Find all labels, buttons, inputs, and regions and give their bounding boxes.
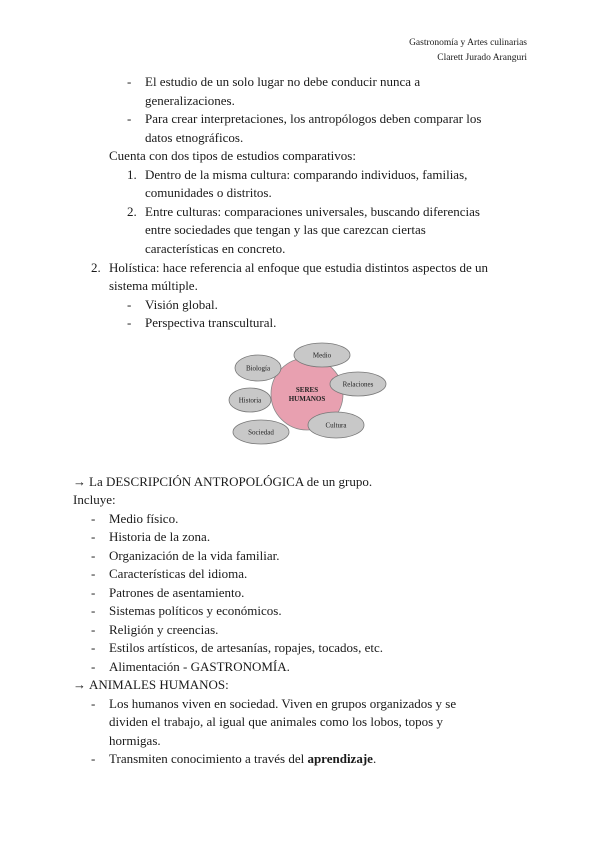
svg-text:Sociedad: Sociedad [248, 428, 274, 437]
dash-marker: - [91, 529, 96, 544]
dash-marker: - [127, 111, 132, 126]
page-header [409, 36, 527, 66]
list-item: Alimentación - GASTRONOMÍA. [109, 659, 290, 674]
list-item: Organización de la vida familiar. [109, 548, 280, 563]
bullet-text: Perspectiva transcultural. [145, 315, 277, 330]
dash-marker: - [91, 511, 96, 526]
list-text: comunidades o distritos. [145, 185, 272, 200]
comparative-intro: Cuenta con dos tipos de estudios comparativos: [109, 148, 356, 163]
dash-marker: - [127, 297, 132, 312]
dash-marker: - [127, 315, 132, 330]
center-label: SERES [295, 386, 319, 394]
dash-marker: - [91, 548, 96, 563]
svg-text:Historia: Historia [238, 396, 262, 405]
arrow-marker: → [73, 677, 86, 692]
svg-text:Cultura: Cultura [325, 421, 347, 430]
holistic-text: sistema múltiple. [109, 278, 198, 293]
bubble-cultura [308, 412, 364, 438]
holistic-text: Holística: hace referencia al enfoque que estudia distintos aspectos de un [109, 260, 489, 275]
number-marker: 2. [127, 204, 137, 219]
bubble-historia [229, 388, 271, 412]
animals-learning-text: Transmiten conocimiento a través del aprendizaje. [109, 751, 377, 766]
course-title: Gastronomía y Artes culinarias [409, 38, 527, 48]
bullet-text: El estudio de un solo lugar no debe conducir nunca a [145, 74, 421, 89]
list-text: características en concreto. [145, 241, 286, 256]
includes-label: Incluye: [73, 492, 116, 507]
bullet-text: generalizaciones. [145, 93, 235, 108]
list-item: Medio físico. [109, 511, 179, 526]
bold-keyword: aprendizaje [307, 751, 373, 766]
dash-marker: - [91, 659, 96, 674]
animals-heading: ANIMALES HUMANOS: [89, 677, 229, 692]
description-heading: La DESCRIPCIÓN ANTROPOLÓGICA de un grupo. [89, 474, 373, 489]
dash-marker: - [91, 585, 96, 600]
list-item: Estilos artísticos, de artesanías, ropajes, tocados, etc. [109, 640, 384, 655]
list-item: Patrones de asentamiento. [109, 585, 245, 600]
animals-text: Los humanos viven en sociedad. Viven en grupos organizados y se [109, 696, 457, 711]
animals-text: dividen el trabajo, al igual que animales como los lobos, topos y [109, 714, 443, 729]
dash-marker: - [91, 603, 96, 618]
bullet-text: Para crear interpretaciones, los antropólogos deben comparar los [145, 111, 482, 126]
list-item: Sistemas políticos y económicos. [109, 603, 282, 618]
dash-marker: - [91, 751, 96, 766]
bullet-text: Visión global. [145, 297, 218, 312]
svg-text:Biología: Biología [245, 364, 271, 373]
list-item: Historia de la zona. [109, 529, 211, 544]
svg-text:Medio: Medio [312, 351, 332, 360]
author-name: Clarett Jurado Aranguri [437, 53, 527, 63]
dash-marker: - [127, 74, 132, 89]
list-text: entre sociedades que tengan y las que carezcan ciertas [145, 222, 426, 237]
bullet-text: datos etnográficos. [145, 130, 244, 145]
human-beings-diagram [228, 340, 390, 446]
dash-marker: - [91, 566, 96, 581]
bubble-medio [294, 343, 350, 367]
list-text: Dentro de la misma cultura: comparando individuos, familias, [145, 167, 468, 182]
bubble-biologia [235, 355, 281, 381]
list-item: Características del idioma. [109, 566, 248, 581]
svg-text:Relaciones: Relaciones [342, 380, 374, 389]
list-item: Religión y creencias. [109, 622, 219, 637]
center-label: HUMANOS [288, 395, 326, 403]
bubble-relaciones [330, 372, 386, 396]
number-marker: 2. [91, 260, 101, 275]
list-text: Entre culturas: comparaciones universales, buscando diferencias [145, 204, 480, 219]
arrow-marker: → [73, 474, 86, 489]
dash-marker: - [91, 696, 96, 711]
bubble-sociedad [233, 420, 289, 444]
animals-text: hormigas. [109, 733, 161, 748]
number-marker: 1. [127, 167, 137, 182]
dash-marker: - [91, 640, 96, 655]
dash-marker: - [91, 622, 96, 637]
